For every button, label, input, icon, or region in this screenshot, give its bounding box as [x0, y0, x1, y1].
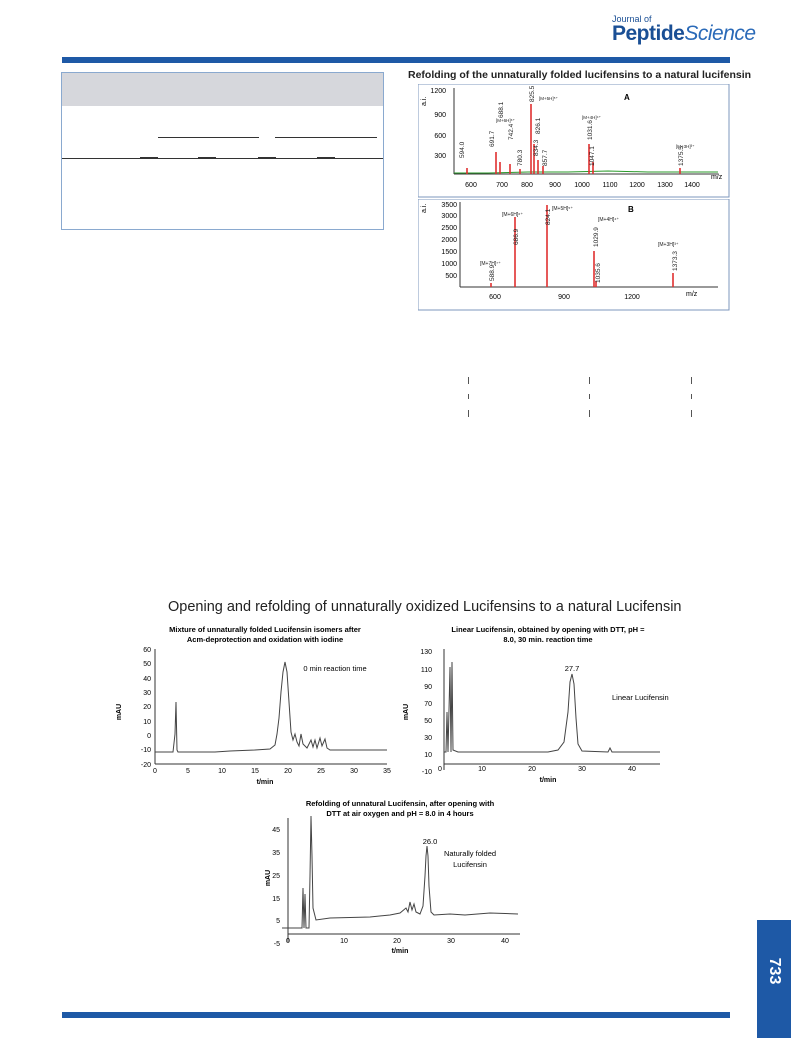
- peak-label: 824.1: [545, 208, 552, 225]
- chart2-peak-label: 27.7: [564, 664, 580, 673]
- panel-b-xticks: [489, 294, 640, 301]
- chart2-annotation: Linear Lucifensin: [612, 693, 669, 702]
- panel-a-baseline: [454, 171, 718, 173]
- chart1-title-line2: Acm-deprotection and oxidation with iodine: [186, 635, 344, 644]
- chart2-ytick: 130: [420, 649, 432, 656]
- table-span-rule-left: [158, 137, 259, 138]
- chart2-ytick: 30: [424, 735, 432, 742]
- rule-fragment: [589, 410, 590, 417]
- panel-a-xtick: 800: [521, 182, 533, 189]
- ms-panel-b: [418, 199, 730, 311]
- chart1-title-line1: Mixture of unnaturally folded Lucifensin isomers after: [169, 625, 361, 634]
- chart1-xtick: 15: [251, 768, 259, 775]
- peak-label: 594.0: [459, 141, 466, 158]
- chart3-ytick: 25: [272, 873, 280, 880]
- chart1-ytick: 50: [143, 661, 151, 668]
- chart3-xtick: 0: [286, 938, 290, 945]
- panel-b-xtick: 900: [558, 294, 570, 301]
- chart1-xtick: 20: [284, 768, 292, 775]
- panel-a-frame: [418, 84, 729, 197]
- ion-label: [M+3H]³⁺: [676, 144, 695, 149]
- chart2-ylabel: mAU: [403, 703, 410, 721]
- panel-a-xtick: 1200: [629, 182, 645, 189]
- peak-label: 691.7: [489, 130, 496, 147]
- chart3-ytick: 35: [272, 850, 280, 857]
- peak-label: 1375.5: [678, 146, 685, 166]
- chart2-ytick: 110: [420, 667, 432, 674]
- ion-label: [M+5H]⁵⁺: [552, 206, 573, 212]
- chart3-ylabel: mAU: [265, 869, 272, 887]
- chart3-ytick: 5: [276, 918, 280, 925]
- peak-label: 857.7: [542, 149, 549, 166]
- panel-a-ytick: 600: [434, 133, 446, 140]
- panel-b-ytick: 3000: [441, 213, 457, 220]
- peak-label: 1047.1: [589, 146, 596, 166]
- chart3-title-line2: DTT at air oxygen and pH = 8.0 in 4 hours: [326, 809, 474, 818]
- chart1-ytick: 0: [147, 733, 151, 740]
- chart1-xtick: 0: [153, 768, 157, 775]
- chart2-xtick: 40: [628, 766, 636, 773]
- chart1-xtick: 25: [317, 768, 325, 775]
- chart3-yticks: [272, 827, 280, 948]
- panel-a-ytick: 1200: [430, 88, 446, 95]
- chart2-xtick: 0: [438, 766, 442, 773]
- table-span-rule-right: [275, 137, 377, 138]
- peak-label: 1031.6: [587, 120, 594, 140]
- chart3-ytick: 45: [272, 827, 280, 834]
- table-cell-mark: [317, 157, 335, 159]
- panel-b-ylabel: a.i.: [421, 203, 428, 213]
- ms-panel-a: [418, 84, 730, 198]
- panel-b-xtick: 600: [489, 294, 501, 301]
- journal-logo-prefix: Journal of: [612, 14, 652, 24]
- chart1-ytick: 30: [143, 690, 151, 697]
- chart3-xtick: 10: [340, 938, 348, 945]
- rule-fragment: [468, 377, 469, 384]
- chart1-ytick: 20: [143, 704, 151, 711]
- panel-b-ytick: 3500: [441, 202, 457, 209]
- panel-a-xtick: 1300: [657, 182, 673, 189]
- peak-label: 825.5: [529, 85, 536, 102]
- peak-label: 826.1: [535, 117, 542, 134]
- footer-rule: [62, 1012, 730, 1018]
- panel-b-peak-labels: [489, 208, 679, 283]
- panel-a-xlabel: m/z: [711, 174, 723, 181]
- peak-label: 780.3: [517, 149, 524, 166]
- chart3-xticks: [286, 938, 509, 945]
- chart1-ylabel: mAU: [116, 703, 123, 721]
- chart1-ytick: 40: [143, 676, 151, 683]
- ion-label: [M+6H]⁶⁺: [502, 212, 523, 218]
- panel-a-xtick: 600: [465, 182, 477, 189]
- panel-a-xtick: 1000: [574, 182, 590, 189]
- chart3-xtick: 40: [501, 938, 509, 945]
- ion-label: [M+6H]⁶⁺: [496, 118, 515, 123]
- panel-a-xticks: [465, 182, 700, 189]
- peak-label: 588.9: [489, 264, 496, 281]
- panel-a-xtick: 1100: [602, 182, 618, 189]
- panel-a-peak-labels: [459, 85, 685, 166]
- chart2-ytick: -10: [421, 769, 432, 776]
- peak-label: 1373.3: [672, 251, 679, 271]
- chart1-ytick: 10: [143, 719, 151, 726]
- chart1-ytick: -20: [140, 762, 151, 769]
- chart1-xtick: 30: [350, 768, 358, 775]
- chart2-ytick: 70: [424, 701, 432, 708]
- header-rule: [62, 57, 730, 63]
- panel-b-label: B: [628, 205, 634, 214]
- rule-fragment: [468, 410, 469, 417]
- peak-label: 742.4: [508, 123, 515, 140]
- panel-b-ytick: 2500: [441, 225, 457, 232]
- chart1-ytick: 60: [143, 647, 151, 654]
- rule-fragment: [691, 410, 692, 417]
- ion-label: [M+4H]⁴⁺: [582, 115, 601, 120]
- panel-a-xtick: 900: [549, 182, 561, 189]
- ms-figure-title: Refolding of the unnaturally folded lucifensins to a natural lucifensin: [408, 69, 752, 81]
- panel-b-xtick: 1200: [624, 294, 640, 301]
- panel-a-xtick: 700: [496, 182, 508, 189]
- panel-a-label: A: [624, 93, 630, 102]
- panel-b-yticks: [441, 202, 457, 280]
- chart1-ytick: -10: [140, 747, 151, 754]
- panel-b-frame: [418, 199, 729, 310]
- chart1-xtick: 10: [218, 768, 226, 775]
- hplc-chart-2: [398, 622, 678, 787]
- chart2-xticks: [438, 766, 636, 773]
- chart1-xlabel: t/min: [256, 779, 274, 786]
- chart2-trace: [444, 662, 660, 752]
- peak-label: 1029.9: [593, 227, 600, 247]
- peak-label: 1035.6: [595, 263, 602, 283]
- chart2-xtick: 30: [578, 766, 586, 773]
- hplc-chart-3: [250, 796, 535, 958]
- chart2-title-line2: 8.0, 30 min. reaction time: [503, 635, 593, 644]
- panel-a-xtick: 1400: [684, 182, 700, 189]
- ion-label: [M+4H]⁴⁺: [598, 217, 620, 223]
- table-cell-mark: [258, 157, 276, 159]
- chart2-title-line1: Linear Lucifensin, obtained by opening with DTT, pH =: [451, 625, 645, 634]
- chart2-ytick: 50: [424, 718, 432, 725]
- chart3-xtick: 20: [393, 938, 401, 945]
- ion-label: [M+3H]³⁺: [658, 242, 679, 248]
- chart2-xlabel: t/min: [539, 777, 557, 784]
- chart3-xlabel: t/min: [391, 948, 409, 955]
- panel-b-ytick: 2000: [441, 237, 457, 244]
- chart2-ytick: 90: [424, 684, 432, 691]
- chart3-annotation-line1: Naturally folded: [443, 849, 497, 858]
- rule-fragment: [691, 394, 692, 399]
- peak-label: 834.3: [533, 139, 540, 156]
- panel-a-ion-labels: [496, 96, 695, 149]
- chart3-annotation-line2: Lucifensin: [453, 860, 487, 869]
- panel-a-ytick: 300: [434, 153, 446, 160]
- rule-fragment: [468, 394, 469, 399]
- chart3-title-line1: Refolding of unnatural Lucifensin, after opening with: [305, 799, 495, 808]
- rule-fragment: [589, 394, 590, 399]
- journal-logo: [612, 22, 756, 46]
- panel-b-ytick: 1500: [441, 249, 457, 256]
- table-cell-mark: [140, 157, 158, 159]
- journal-logo-italic: Science: [684, 22, 756, 45]
- rule-fragment: [589, 377, 590, 384]
- peak-label: 686.9: [513, 228, 520, 245]
- panel-b-ytick: 1000: [441, 261, 457, 268]
- page-number: 733: [766, 957, 783, 985]
- peak-label: 688.1: [498, 101, 505, 118]
- panel-b-ion-labels: [480, 206, 679, 267]
- ion-label: [M+7H]⁷⁺: [480, 261, 501, 267]
- ion-label: [M+5H]⁵⁺: [539, 96, 558, 101]
- chart1-trace: [155, 662, 387, 752]
- hplc-figure-title: Opening and refolding of unnaturally oxidized Lucifensins to a natural Lucifensin: [168, 599, 682, 615]
- chart3-peak-label: 26.0: [422, 837, 438, 846]
- chart3-xtick: 30: [447, 938, 455, 945]
- journal-logo-main: Peptide: [612, 22, 685, 45]
- chart3-ytick: 15: [272, 896, 280, 903]
- table-cell-mark: [198, 157, 216, 159]
- rule-fragment: [691, 377, 692, 384]
- chart1-yticks: [141, 647, 151, 769]
- chart1-xticks: [153, 768, 391, 775]
- hplc-chart-1: [115, 622, 400, 787]
- chart2-ytick: 10: [424, 752, 432, 759]
- chart2-xtick: 20: [528, 766, 536, 773]
- chart1-annotation: 0 min reaction time: [303, 664, 367, 673]
- panel-a-ytick: 900: [434, 112, 446, 119]
- chart1-xtick: 5: [186, 768, 190, 775]
- panel-b-ytick: 500: [445, 273, 457, 280]
- chart2-xtick: 10: [478, 766, 486, 773]
- panel-a-ylabel: a.i.: [421, 96, 428, 106]
- chart1-xtick: 35: [383, 768, 391, 775]
- panel-b-xlabel: m/z: [686, 291, 698, 298]
- chart3-trace: [282, 816, 518, 928]
- table-header-band: [62, 73, 383, 106]
- chart3-ytick: -5: [273, 941, 280, 948]
- chart2-yticks: [420, 649, 432, 776]
